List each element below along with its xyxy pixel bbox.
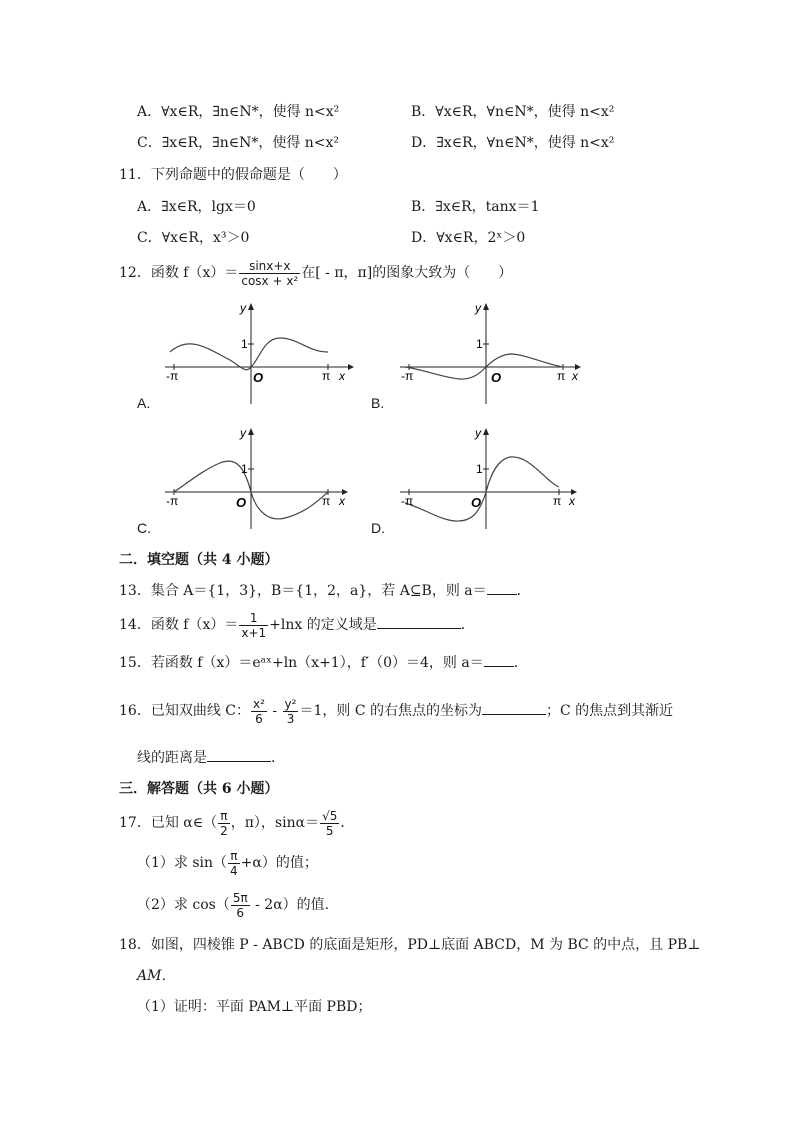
pi-label: π xyxy=(322,494,331,508)
x-label: x xyxy=(339,369,345,383)
q12-stem xyxy=(119,258,512,288)
pi-label: π xyxy=(557,369,566,383)
q12-denominator: cosx + x² xyxy=(241,273,299,288)
q16-f2-num: y² xyxy=(284,696,297,711)
q16-blank-2 xyxy=(207,749,271,762)
pi-label: π xyxy=(322,369,331,383)
q18-sub-1: （1）证明：平面 PAM⊥平面 PBD； xyxy=(137,999,372,1015)
y-label: y xyxy=(475,301,481,315)
q17-s-den: 5 xyxy=(325,823,334,838)
q16-blank-1 xyxy=(482,702,546,715)
q14-blank xyxy=(377,616,461,629)
y-axis-arrow xyxy=(248,303,254,310)
origin-label: O xyxy=(471,495,482,510)
q17-sub1-prefix: （1）求 sin（ xyxy=(137,855,228,871)
q14-numerator: 1 xyxy=(239,611,268,626)
x-axis-arrow xyxy=(348,364,354,370)
q17-f-num: π xyxy=(218,809,230,824)
q13-blank xyxy=(487,582,517,595)
q17-s-num: √5 xyxy=(322,808,338,823)
q12-suffix: 在[ - π，π]的图象大致为（ ） xyxy=(301,265,513,281)
q17-sub1-den: 4 xyxy=(230,863,238,878)
section-2-heading: 二．填空题（共 4 小题） xyxy=(119,552,279,568)
origin-label: O xyxy=(253,370,264,385)
q16-fraction-x xyxy=(251,697,267,726)
q12-prefix: 12．函数 f（x）＝ xyxy=(119,265,239,281)
q17-stem: 17．已知 α∈（ $\frac{\pi}{2}$ ，π），sinα＝ $\frac{√5}{5}$ ． xyxy=(119,808,355,838)
x-label: x xyxy=(339,494,345,508)
q12-numerator: sinx+x xyxy=(239,259,300,274)
graph-d xyxy=(395,425,595,535)
neg-pi-label: -π xyxy=(166,494,179,508)
q17-fraction-pi-2 xyxy=(218,809,230,838)
q11-stem: 11．下列命题中的假命题是（ ） xyxy=(119,167,347,183)
q18-line-2: AM． xyxy=(137,968,176,984)
neg-pi-label: -π xyxy=(166,369,179,383)
q16-mid: ＝1，则 C 的右焦点的坐标为 xyxy=(299,703,482,719)
q17-sub2-prefix: （2）求 cos（ xyxy=(137,897,230,913)
y-axis-arrow xyxy=(483,303,489,310)
one-label: 1 xyxy=(476,462,483,476)
q10-option-b: B．∀x∈R，∀n∈N*，使得 n<x² xyxy=(411,104,615,120)
q10-option-c: C．∃x∈R，∃n∈N*，使得 n<x² xyxy=(137,135,340,151)
q12-fraction xyxy=(239,259,300,288)
q10-option-a: A．∀x∈R，∃n∈N*，使得 n<x² xyxy=(137,104,340,120)
q17-sub-1 xyxy=(137,846,318,880)
q16-f1-num: x² xyxy=(252,696,265,711)
graph-c xyxy=(160,425,360,535)
q16-line-1 xyxy=(119,694,673,728)
q10-option-d: D．∃x∈R，∀n∈N*，使得 n<x² xyxy=(411,135,615,151)
q14-fraction xyxy=(239,611,268,640)
q16-minus: - xyxy=(267,703,282,719)
q17-sub1-fraction xyxy=(228,849,240,878)
q16-f2-den: 3 xyxy=(286,711,295,726)
q11-option-c: C．∀x∈R，x³＞0 xyxy=(137,230,250,246)
y-label: y xyxy=(240,426,246,440)
q17-mid: ，π），sinα＝ xyxy=(230,815,320,831)
q17-fraction-sqrt5 xyxy=(320,809,339,838)
q11-option-a: A．∃x∈R，lgx＝0 xyxy=(137,199,256,215)
q16-line2-text: 线的距离是 xyxy=(137,750,207,766)
q16-f1-den: 6 xyxy=(255,711,263,726)
q18-line-1: 18．如图，四棱锥 P - ABCD 的底面是矩形，PD⊥底面 ABCD，M 为 BC 的中点，且 PB⊥ xyxy=(119,937,701,953)
y-axis-arrow xyxy=(248,428,254,435)
q16-line-2: 线的距离是 ． xyxy=(137,750,285,766)
section-3-heading: 三．解答题（共 6 小题） xyxy=(119,781,279,797)
q13: 13．集合 A＝{1，3}，B＝{1，2，a}，若 A⊆B，则 a＝ ． xyxy=(119,583,531,599)
q17-f-den: 2 xyxy=(220,823,228,838)
one-label: 1 xyxy=(241,462,248,476)
graph-a-label: A. xyxy=(137,395,151,411)
q16-prefix: 16．已知双曲线 C： xyxy=(119,703,250,719)
q17-sub2-fraction xyxy=(231,891,250,920)
origin-label: O xyxy=(491,370,502,385)
q16-after: ；C 的焦点到其渐近 xyxy=(546,703,674,719)
q16-fraction-y xyxy=(283,697,299,726)
one-label: 1 xyxy=(241,337,248,351)
x-label: x xyxy=(572,369,578,383)
graph-b-label: B. xyxy=(371,395,385,411)
q14-denominator: x+1 xyxy=(241,625,267,640)
q17-sub2-den: 6 xyxy=(236,905,245,920)
q14-prefix: 14．函数 f（x）＝ xyxy=(119,617,239,633)
y-label: y xyxy=(240,301,246,315)
q17-sub2-suffix: - 2α）的值. xyxy=(250,897,330,913)
y-axis-arrow xyxy=(483,428,489,435)
graph-b xyxy=(395,300,595,410)
graph-c-label: C. xyxy=(137,520,151,536)
q15-text: 15．若函数 f（x）＝eᵃˣ+ln（x+1），f′（0）＝4，则 a＝ xyxy=(119,655,484,671)
graph-d-label: D. xyxy=(371,520,385,536)
one-label: 1 xyxy=(476,337,483,351)
curve xyxy=(170,338,328,370)
q14: 14．函数 f（x）＝ $\frac{1}{x+1}$ +lnx 的定义域是 ． xyxy=(119,610,475,640)
y-label: y xyxy=(475,426,481,440)
origin-label: O xyxy=(236,495,247,510)
q15: 15．若函数 f（x）＝eᵃˣ+ln（x+1），f′（0）＝4，则 a＝ ． xyxy=(119,655,528,671)
q17-prefix: 17．已知 α∈（ xyxy=(119,815,218,831)
neg-pi-label: -π xyxy=(401,494,414,508)
q17-sub-2 xyxy=(137,888,329,922)
q17-sub1-num: π xyxy=(228,849,240,864)
x-label: x xyxy=(569,494,575,508)
q11-option-d: D．∀x∈R，2ˣ＞0 xyxy=(411,230,526,246)
q17-sub2-num: 5π xyxy=(232,890,248,905)
neg-pi-label: -π xyxy=(401,369,414,383)
q15-blank xyxy=(484,654,514,667)
q17-sub1-suffix: +α）的值； xyxy=(240,855,318,871)
q11-option-b: B．∃x∈R，tanx＝1 xyxy=(411,199,540,215)
q14-suffix: +lnx 的定义域是 xyxy=(269,617,377,633)
pi-label: π xyxy=(553,494,562,508)
q13-text: 13．集合 A＝{1，3}，B＝{1，2，a}，若 A⊆B，则 a＝ xyxy=(119,583,487,599)
graph-a xyxy=(160,300,360,410)
